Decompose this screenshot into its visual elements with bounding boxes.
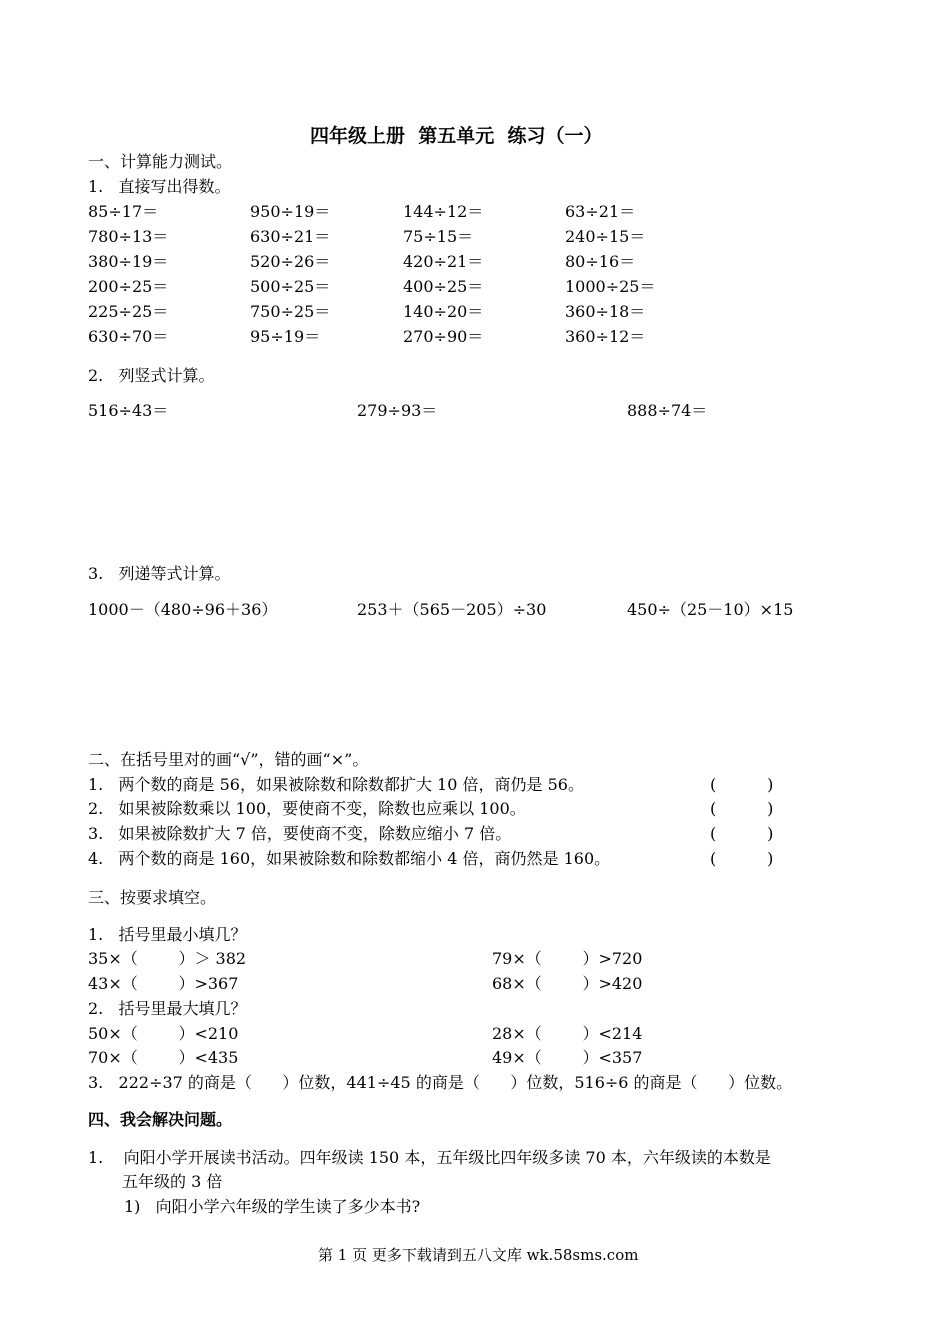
section3-heading: 三、按要求填空。 bbox=[88, 888, 217, 907]
problem-subquestion: 1) 向阳小学六年级的学生读了多少本书? bbox=[124, 1197, 421, 1216]
judge-item: 2. 如果被除数乘以 100，要使商不变，除数也应乘以 100。 bbox=[88, 799, 526, 818]
math-item: 400÷25＝ bbox=[403, 277, 484, 296]
section1-q2-label: 2. 列竖式计算。 bbox=[88, 366, 215, 385]
section3-q1-label: 1. 括号里最小填几？ bbox=[88, 925, 247, 944]
math-item: 360÷12＝ bbox=[565, 327, 646, 346]
page-title: 四年级上册 第五单元 练习（一） bbox=[310, 125, 603, 147]
answer-paren: ( ) bbox=[710, 775, 774, 794]
fill-item: 68×（ ）>420 bbox=[492, 974, 643, 993]
fill-item: 43×（ ）>367 bbox=[88, 974, 239, 993]
math-item: 144÷12＝ bbox=[403, 202, 484, 221]
answer-paren: ( ) bbox=[710, 849, 774, 868]
math-item: 420÷21＝ bbox=[403, 252, 484, 271]
fill-item: 79×（ ）>720 bbox=[492, 949, 643, 968]
math-item: 75÷15＝ bbox=[403, 227, 474, 246]
answer-paren: ( ) bbox=[710, 824, 774, 843]
section4-heading: 四、我会解决问题。 bbox=[88, 1110, 233, 1129]
math-item: 630÷70＝ bbox=[88, 327, 169, 346]
math-item: 63÷21＝ bbox=[565, 202, 636, 221]
math-item: 500÷25＝ bbox=[250, 277, 331, 296]
section1-heading: 一、计算能力测试。 bbox=[88, 152, 233, 171]
math-item: 780÷13＝ bbox=[88, 227, 169, 246]
math-item: 360÷18＝ bbox=[565, 302, 646, 321]
math-item: 85÷17＝ bbox=[88, 202, 159, 221]
fill-item: 50×（ ）<210 bbox=[88, 1024, 239, 1043]
math-item: 140÷20＝ bbox=[403, 302, 484, 321]
section1-q3-label: 3. 列递等式计算。 bbox=[88, 564, 231, 583]
problem-text-cont: 五年级的 3 倍 bbox=[122, 1172, 223, 1191]
page-footer: 第 1 页 更多下载请到五八文库 wk.58sms.com bbox=[318, 1246, 639, 1264]
math-item: 225÷25＝ bbox=[88, 302, 169, 321]
judge-item: 1. 两个数的商是 56，如果被除数和除数都扩大 10 倍，商仍是 56。 bbox=[88, 775, 584, 794]
math-item: 380÷19＝ bbox=[88, 252, 169, 271]
vertical-calc-item: 888÷74＝ bbox=[627, 401, 708, 420]
section2-heading: 二、在括号里对的画“√”，错的画“×”。 bbox=[88, 750, 369, 769]
math-item: 950÷19＝ bbox=[250, 202, 331, 221]
math-item: 270÷90＝ bbox=[403, 327, 484, 346]
judge-item: 3. 如果被除数扩大 7 倍，要使商不变，除数应缩小 7 倍。 bbox=[88, 824, 512, 843]
answer-paren: ( ) bbox=[710, 799, 774, 818]
math-item: 520÷26＝ bbox=[250, 252, 331, 271]
section1-q1-label: 1. 直接写出得数。 bbox=[88, 177, 231, 196]
math-item: 750÷25＝ bbox=[250, 302, 331, 321]
vertical-calc-item: 279÷93＝ bbox=[357, 401, 438, 420]
fill-item: 70×（ ）<435 bbox=[88, 1048, 239, 1067]
stepwise-calc-item: 1000－（480÷96＋36） bbox=[88, 600, 278, 619]
problem-text: 1. 向阳小学开展读书活动。四年级读 150 本，五年级比四年级多读 70 本，六年级读的本数是 bbox=[88, 1148, 771, 1167]
math-item: 80÷16＝ bbox=[565, 252, 636, 271]
math-item: 240÷15＝ bbox=[565, 227, 646, 246]
fill-item: 28×（ ）<214 bbox=[492, 1024, 643, 1043]
stepwise-calc-item: 253＋（565－205）÷30 bbox=[357, 600, 547, 619]
judge-item: 4. 两个数的商是 160，如果被除数和除数都缩小 4 倍，商仍然是 160。 bbox=[88, 849, 611, 868]
math-item: 95÷19＝ bbox=[250, 327, 321, 346]
vertical-calc-item: 516÷43＝ bbox=[88, 401, 169, 420]
section3-q3: 3. 222÷37 的商是（ ）位数，441÷45 的商是（ ）位数，516÷6 的商是（ ）位数。 bbox=[88, 1073, 793, 1092]
math-item: 630÷21＝ bbox=[250, 227, 331, 246]
math-item: 1000÷25＝ bbox=[565, 277, 656, 296]
stepwise-calc-item: 450÷（25－10）×15 bbox=[627, 600, 794, 619]
math-item: 200÷25＝ bbox=[88, 277, 169, 296]
fill-item: 49×（ ）<357 bbox=[492, 1048, 643, 1067]
section3-q2-label: 2. 括号里最大填几？ bbox=[88, 999, 247, 1018]
fill-item: 35×（ ）＞ 382 bbox=[88, 949, 247, 968]
